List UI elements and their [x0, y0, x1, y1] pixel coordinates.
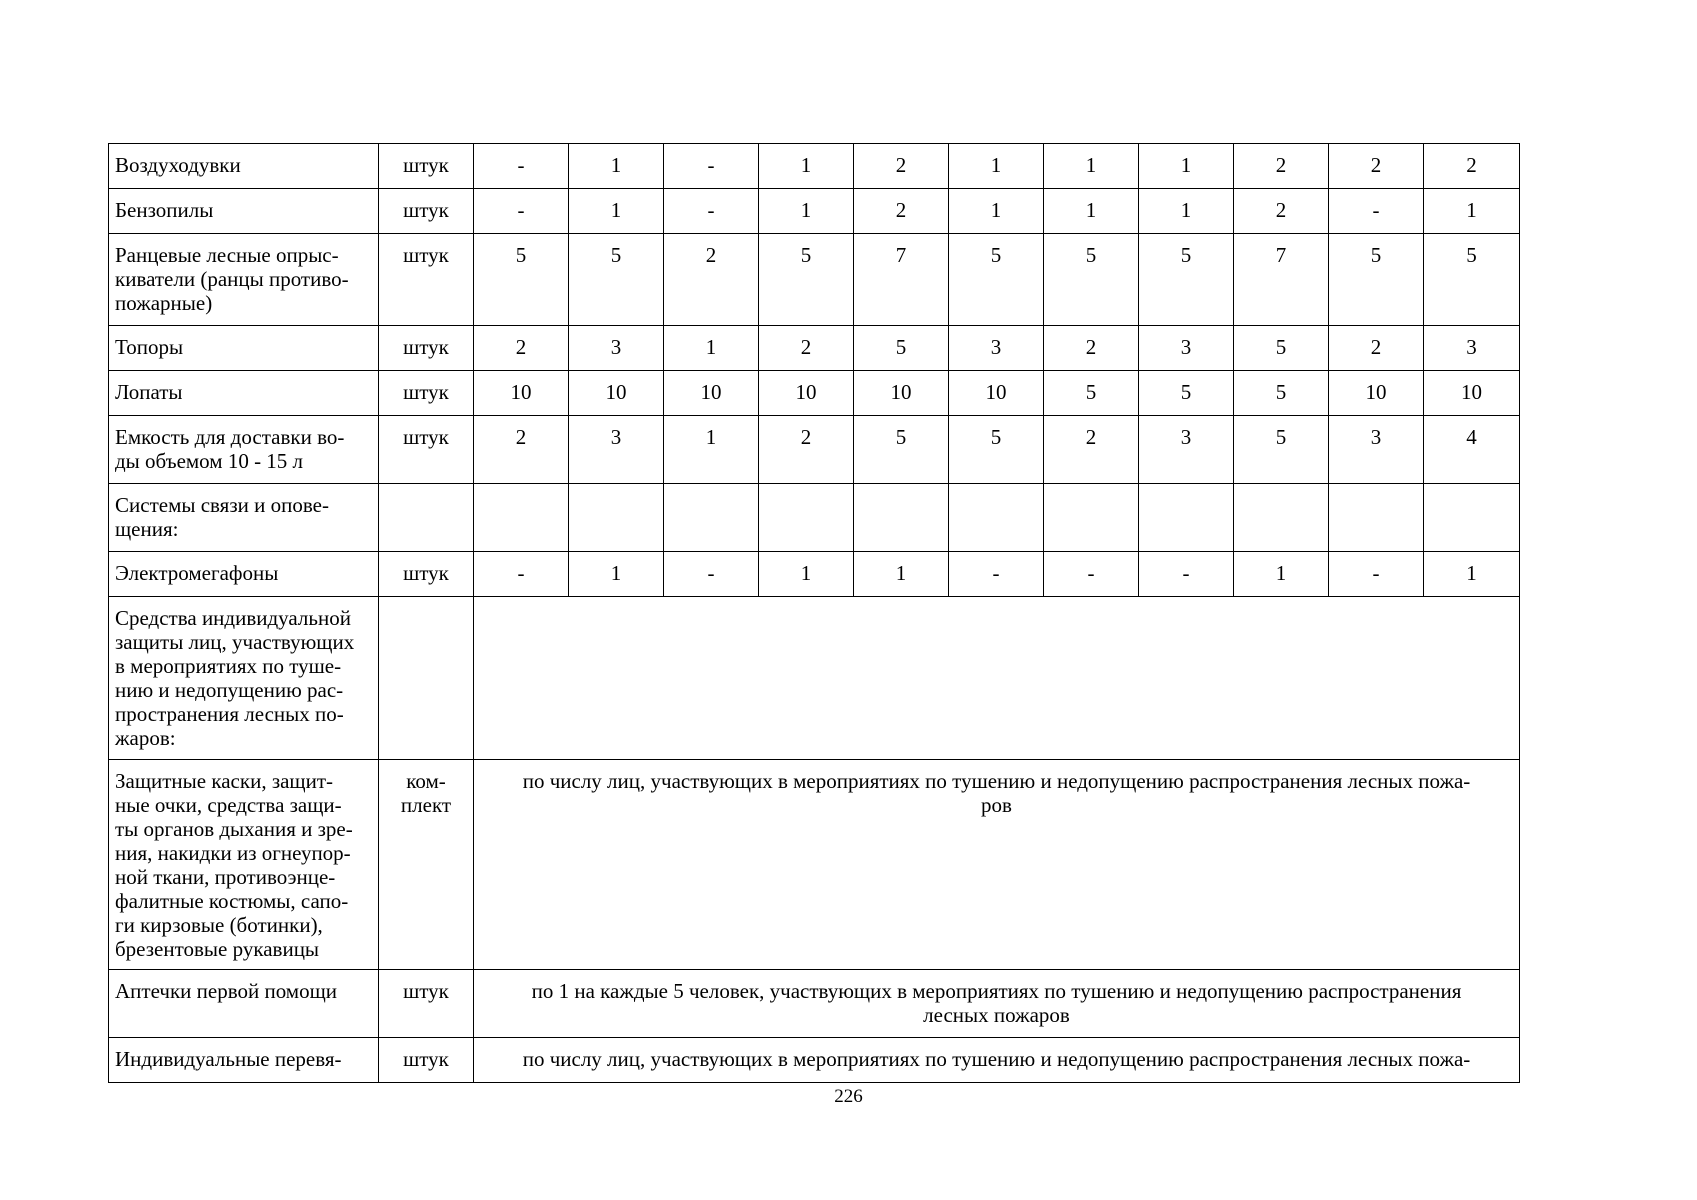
- quantity-cell: 5: [569, 234, 664, 326]
- quantity-cell: 5: [1139, 371, 1234, 416]
- quantity-cell: 10: [664, 371, 759, 416]
- quantity-cell: [569, 484, 664, 552]
- quantity-cell: -: [474, 552, 569, 597]
- quantity-cell: -: [1329, 189, 1424, 234]
- table-row: [109, 597, 1520, 760]
- quantity-cell: 4: [1424, 416, 1520, 484]
- quantity-cell: 2: [474, 326, 569, 371]
- quantity-cell: 10: [1424, 371, 1520, 416]
- quantity-cell: 10: [474, 371, 569, 416]
- quantity-cell: 1: [569, 189, 664, 234]
- quantity-cell: 2: [759, 416, 854, 484]
- quantity-cell: 5: [1139, 234, 1234, 326]
- table-row: [109, 552, 1520, 597]
- quantity-cell: 1: [664, 326, 759, 371]
- quantity-cell: 3: [1139, 416, 1234, 484]
- quantity-cell: 2: [759, 326, 854, 371]
- quantity-cell: 7: [1234, 234, 1329, 326]
- quantity-cell: 2: [1424, 144, 1520, 189]
- quantity-cell: 5: [1234, 371, 1329, 416]
- table-row: [109, 371, 1520, 416]
- quantity-cell: 7: [854, 234, 949, 326]
- unit-cell: штук: [379, 970, 474, 1038]
- item-name-cell: Индивидуальные перевя-: [109, 1038, 379, 1083]
- quantity-cell: 5: [1424, 234, 1520, 326]
- table-row: [109, 144, 1520, 189]
- merged-note-cell: [474, 597, 1520, 760]
- quantity-cell: 1: [1139, 189, 1234, 234]
- unit-cell: штук: [379, 1038, 474, 1083]
- item-name-cell: Ранцевые лесные опрыс- киватели (ранцы противо- пожарные): [109, 234, 379, 326]
- quantity-cell: 10: [759, 371, 854, 416]
- quantity-cell: -: [474, 144, 569, 189]
- item-name-cell: Емкость для доставки во- ды объемом 10 - 15 л: [109, 416, 379, 484]
- quantity-cell: 1: [854, 552, 949, 597]
- quantity-cell: 1: [759, 144, 854, 189]
- quantity-cell: 3: [1424, 326, 1520, 371]
- item-name-cell: Электромегафоны: [109, 552, 379, 597]
- unit-cell: ком- плект: [379, 760, 474, 970]
- quantity-cell: 5: [854, 326, 949, 371]
- quantity-cell: 3: [1139, 326, 1234, 371]
- quantity-cell: [1424, 484, 1520, 552]
- quantity-cell: 5: [1329, 234, 1424, 326]
- quantity-cell: 1: [569, 552, 664, 597]
- quantity-cell: -: [664, 552, 759, 597]
- unit-cell: штук: [379, 144, 474, 189]
- item-name-cell: Воздуходувки: [109, 144, 379, 189]
- quantity-cell: [1234, 484, 1329, 552]
- quantity-cell: 2: [1044, 326, 1139, 371]
- table-row: [109, 760, 1520, 970]
- quantity-cell: 1: [759, 552, 854, 597]
- item-name-cell: Лопаты: [109, 371, 379, 416]
- quantity-cell: 1: [949, 144, 1044, 189]
- unit-cell: штук: [379, 552, 474, 597]
- item-name-cell: Системы связи и опове- щения:: [109, 484, 379, 552]
- unit-cell: [379, 484, 474, 552]
- quantity-cell: 5: [949, 416, 1044, 484]
- quantity-cell: 1: [759, 189, 854, 234]
- quantity-cell: 1: [1044, 189, 1139, 234]
- quantity-cell: 2: [1044, 416, 1139, 484]
- quantity-cell: -: [664, 189, 759, 234]
- unit-cell: штук: [379, 371, 474, 416]
- equipment-table: [108, 143, 1520, 1083]
- table-row: [109, 484, 1520, 552]
- unit-cell: штук: [379, 189, 474, 234]
- quantity-cell: [1329, 484, 1424, 552]
- quantity-cell: 1: [949, 189, 1044, 234]
- item-name-cell: Топоры: [109, 326, 379, 371]
- table-row: [109, 1038, 1520, 1083]
- quantity-cell: 5: [949, 234, 1044, 326]
- quantity-cell: [474, 484, 569, 552]
- unit-cell: штук: [379, 416, 474, 484]
- quantity-cell: -: [949, 552, 1044, 597]
- unit-cell: [379, 597, 474, 760]
- quantity-cell: 2: [1329, 144, 1424, 189]
- quantity-cell: 5: [1044, 234, 1139, 326]
- table-row: [109, 234, 1520, 326]
- item-name-cell: Средства индивидуальной защиты лиц, участвующих в мероприятиях по туше- нию и недопущению рас- пространения лесных по- жаров:: [109, 597, 379, 760]
- quantity-cell: [949, 484, 1044, 552]
- quantity-cell: -: [474, 189, 569, 234]
- page-number: 226: [834, 1086, 863, 1107]
- quantity-cell: 3: [569, 416, 664, 484]
- quantity-cell: [664, 484, 759, 552]
- quantity-cell: 3: [1329, 416, 1424, 484]
- quantity-cell: 1: [664, 416, 759, 484]
- quantity-cell: 5: [474, 234, 569, 326]
- table-row: [109, 416, 1520, 484]
- quantity-cell: 2: [1234, 189, 1329, 234]
- quantity-cell: 10: [1329, 371, 1424, 416]
- quantity-cell: 2: [474, 416, 569, 484]
- quantity-cell: -: [664, 144, 759, 189]
- quantity-cell: 3: [569, 326, 664, 371]
- quantity-cell: [854, 484, 949, 552]
- quantity-cell: 5: [759, 234, 854, 326]
- item-name-cell: Защитные каски, защит- ные очки, средства защи- ты органов дыхания и зре- ния, накидки из огнеупор- ной ткани, противоэнце- фалитные костюмы, сапо- ги кирзовые (ботинки), брезентовые рукавицы: [109, 760, 379, 970]
- quantity-cell: 5: [1234, 416, 1329, 484]
- quantity-cell: 2: [854, 189, 949, 234]
- quantity-cell: -: [1139, 552, 1234, 597]
- quantity-cell: 1: [1424, 552, 1520, 597]
- table-row: [109, 189, 1520, 234]
- quantity-cell: 10: [854, 371, 949, 416]
- quantity-cell: 1: [1139, 144, 1234, 189]
- quantity-cell: 1: [1234, 552, 1329, 597]
- quantity-cell: 10: [949, 371, 1044, 416]
- quantity-cell: 2: [1234, 144, 1329, 189]
- quantity-cell: 2: [1329, 326, 1424, 371]
- merged-note-cell: по числу лиц, участвующих в мероприятиях по тушению и недопущению распространения лесных пожа- ров: [474, 760, 1520, 970]
- quantity-cell: 3: [949, 326, 1044, 371]
- item-name-cell: Аптечки первой помощи: [109, 970, 379, 1038]
- quantity-cell: 1: [1044, 144, 1139, 189]
- quantity-cell: [759, 484, 854, 552]
- quantity-cell: 2: [854, 144, 949, 189]
- quantity-cell: 5: [854, 416, 949, 484]
- quantity-cell: 5: [1044, 371, 1139, 416]
- table-row: [109, 326, 1520, 371]
- quantity-cell: -: [1329, 552, 1424, 597]
- item-name-cell: Бензопилы: [109, 189, 379, 234]
- quantity-cell: 1: [1424, 189, 1520, 234]
- quantity-cell: [1044, 484, 1139, 552]
- quantity-cell: 10: [569, 371, 664, 416]
- table-row: [109, 970, 1520, 1038]
- quantity-cell: 5: [1234, 326, 1329, 371]
- merged-note-cell: по числу лиц, участвующих в мероприятиях по тушению и недопущению распространения лесных пожа-: [474, 1038, 1520, 1083]
- unit-cell: штук: [379, 234, 474, 326]
- quantity-cell: 1: [569, 144, 664, 189]
- merged-note-cell: по 1 на каждые 5 человек, участвующих в мероприятиях по тушению и недопущению распространения лесных пожаров: [474, 970, 1520, 1038]
- table-body: [109, 144, 1520, 1083]
- quantity-cell: 2: [664, 234, 759, 326]
- quantity-cell: -: [1044, 552, 1139, 597]
- quantity-cell: [1139, 484, 1234, 552]
- unit-cell: штук: [379, 326, 474, 371]
